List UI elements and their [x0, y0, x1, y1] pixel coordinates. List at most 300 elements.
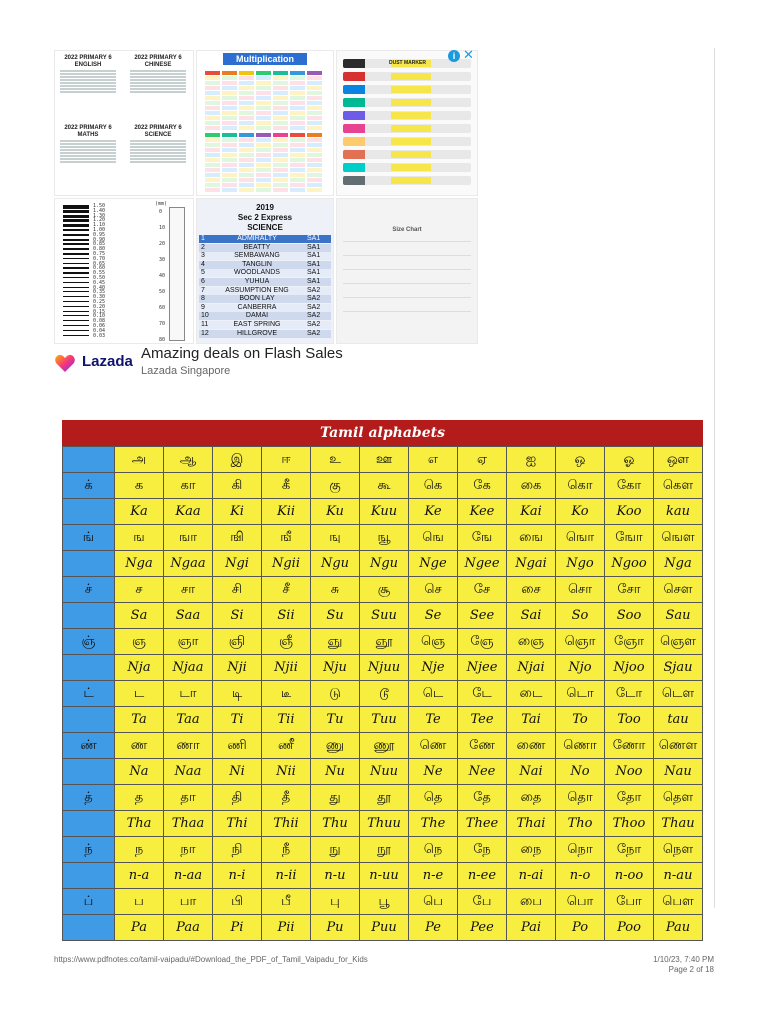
transliteration-cell: Taa — [164, 707, 213, 733]
multiplication-cell — [222, 178, 237, 182]
sec-school: SEMBAWANG — [234, 252, 280, 260]
letter-cell: சூ — [360, 577, 409, 603]
multiplication-cell — [290, 116, 305, 120]
multiplication-cell — [239, 121, 254, 125]
transliteration-cell: Njo — [556, 655, 605, 681]
transliteration-cell: Tu — [311, 707, 360, 733]
gauge-value: 1.50 — [93, 203, 106, 209]
multiplication-header-swatch — [222, 133, 237, 137]
multiplication-cell — [222, 81, 237, 85]
transliteration-cell: Nja — [115, 655, 164, 681]
gauge-scale-label: 70 — [159, 321, 166, 327]
multiplication-cell — [273, 153, 288, 157]
transliteration-cell: Poo — [605, 915, 654, 941]
blank-header-cell — [63, 603, 115, 629]
size-chart-rule — [343, 255, 471, 256]
vowel-cell: அ — [115, 447, 164, 473]
transliteration-cell: Ti — [213, 707, 262, 733]
transliteration-cell: Ta — [115, 707, 164, 733]
multiplication-cell — [256, 76, 271, 80]
sec-school: ADMIRALTY — [237, 235, 277, 242]
sec-band: SA2 — [307, 286, 321, 294]
letter-cell: ஞா — [164, 629, 213, 655]
transliteration-cell: Ni — [213, 759, 262, 785]
multiplication-cell — [307, 121, 322, 125]
sec-rank: 7 — [201, 286, 205, 294]
consonant-cell: ட் — [63, 681, 115, 707]
multiplication-cell — [239, 158, 254, 162]
multiplication-cell — [290, 111, 305, 115]
multiplication-cell — [205, 178, 220, 182]
letter-cell: கொ — [556, 473, 605, 499]
letter-cell: ணி — [213, 733, 262, 759]
tamil-chart-title: Tamil alphabets — [62, 420, 703, 446]
multiplication-cell — [239, 91, 254, 95]
ad-headline-link[interactable]: Amazing deals on Flash Sales — [141, 345, 343, 362]
multiplication-cell — [256, 168, 271, 172]
multiplication-cell — [273, 106, 288, 110]
multiplication-cell — [239, 138, 254, 142]
multiplication-title: Multiplication — [223, 53, 307, 65]
letter-cell: ணொ — [556, 733, 605, 759]
ad-heading-chinese: 2022 PRIMARY 6 CHINESE — [134, 55, 182, 68]
gauge-value: 0.04 — [93, 327, 106, 334]
letter-cell: நீ — [262, 837, 311, 863]
multiplication-cell — [222, 188, 237, 192]
gauge-line — [63, 287, 89, 288]
gauge-value: 0.95 — [93, 231, 106, 238]
size-chart-rule — [343, 297, 471, 298]
multiplication-cell — [290, 86, 305, 90]
multiplication-cell — [222, 163, 237, 167]
marker-label — [391, 151, 431, 158]
blank-header-cell — [63, 499, 115, 525]
letter-cell: தோ — [605, 785, 654, 811]
multiplication-cell — [290, 163, 305, 167]
transliteration-cell: Pii — [262, 915, 311, 941]
multiplication-cell — [290, 96, 305, 100]
multiplication-cell — [273, 168, 288, 172]
multiplication-cell — [222, 126, 237, 130]
page-url: https://www.pdfnotes.co/tamil-vaipadu/#Download_the_PDF_of_Tamil_Vaipadu_for_Kids — [54, 955, 368, 964]
multiplication-cell — [256, 116, 271, 120]
letter-cell: செ — [409, 577, 458, 603]
multiplication-cell — [239, 101, 254, 105]
marker-label — [391, 86, 431, 93]
multiplication-cell — [222, 158, 237, 162]
letter-row — [63, 525, 703, 551]
letter-cell: ஙொ — [556, 525, 605, 551]
letter-cell: ஞை — [507, 629, 556, 655]
letter-cell: டோ — [605, 681, 654, 707]
multiplication-cell — [205, 143, 220, 147]
transliteration-cell: Thoo — [605, 811, 654, 837]
gauge-scale-bar — [169, 207, 185, 341]
letter-cell: பே — [458, 889, 507, 915]
size-chart-rule — [343, 241, 471, 242]
letter-cell: ஞோ — [605, 629, 654, 655]
transliteration-cell: Ngaa — [164, 551, 213, 577]
multiplication-header-swatch — [205, 71, 220, 75]
letter-cell: ஙௌ — [654, 525, 703, 551]
gauge-line — [63, 258, 89, 260]
gauge-scale-label: 40 — [159, 273, 166, 279]
letter-cell: ச — [115, 577, 164, 603]
multiplication-cell — [290, 121, 305, 125]
transliteration-cell: Tuu — [360, 707, 409, 733]
transliteration-cell: Nje — [409, 655, 458, 681]
multiplication-cell — [307, 143, 322, 147]
letter-cell: கூ — [360, 473, 409, 499]
transliteration-cell: Thaa — [164, 811, 213, 837]
letter-cell: நை — [507, 837, 556, 863]
multiplication-cell — [290, 173, 305, 177]
transliteration-cell: Se — [409, 603, 458, 629]
transliteration-cell: Sai — [507, 603, 556, 629]
transliteration-cell: Nii — [262, 759, 311, 785]
letter-cell: ஞ — [115, 629, 164, 655]
multiplication-cell — [290, 126, 305, 130]
transliteration-cell: Paa — [164, 915, 213, 941]
multiplication-cell — [256, 126, 271, 130]
multiplication-header-swatch — [256, 133, 271, 137]
letter-cell: ஞௌ — [654, 629, 703, 655]
multiplication-cell — [205, 96, 220, 100]
blank-header-cell — [63, 551, 115, 577]
transliteration-cell: Saa — [164, 603, 213, 629]
vowel-cell: ஐ — [507, 447, 556, 473]
multiplication-cell — [205, 148, 220, 152]
gauge-scale-label: 30 — [159, 257, 166, 263]
multiplication-cell — [222, 111, 237, 115]
letter-cell: கெ — [409, 473, 458, 499]
letter-cell: தெ — [409, 785, 458, 811]
transliteration-cell: Pa — [115, 915, 164, 941]
gauge-value: 0.65 — [93, 260, 106, 267]
marker-pen — [343, 124, 471, 133]
transliteration-cell: Pu — [311, 915, 360, 941]
sec-school: WOODLANDS — [234, 269, 280, 277]
multiplication-cell — [256, 101, 271, 105]
marker-pen — [343, 176, 471, 185]
page-divider — [714, 48, 715, 908]
letter-cell: டு — [311, 681, 360, 707]
letter-cell: பூ — [360, 889, 409, 915]
letter-cell: த — [115, 785, 164, 811]
multiplication-cell — [205, 168, 220, 172]
ad-image-size-chart[interactable] — [336, 198, 478, 344]
transliteration-cell: Ki — [213, 499, 262, 525]
multiplication-cell — [239, 173, 254, 177]
lazada-brand[interactable]: Lazada — [82, 353, 133, 370]
transliteration-row — [63, 603, 703, 629]
multiplication-cell — [256, 143, 271, 147]
transliteration-cell: n-oo — [605, 863, 654, 889]
transliteration-cell: n-uu — [360, 863, 409, 889]
sec-band: SA1 — [307, 235, 321, 242]
vowel-row — [63, 447, 703, 473]
vowel-cell: எ — [409, 447, 458, 473]
transliteration-cell: Ngoo — [605, 551, 654, 577]
transliteration-cell: Njee — [458, 655, 507, 681]
letter-cell: டீ — [262, 681, 311, 707]
gauge-value: 0.30 — [93, 294, 106, 301]
gauge-line — [63, 239, 89, 241]
multiplication-cell — [256, 106, 271, 110]
letter-cell: ஙா — [164, 525, 213, 551]
ad-image-sec2-science-ranking[interactable] — [196, 198, 334, 344]
transliteration-cell: Njaa — [164, 655, 213, 681]
letter-cell: கை — [507, 473, 556, 499]
letter-cell: ஙூ — [360, 525, 409, 551]
info-icon[interactable]: i — [448, 50, 460, 62]
letter-cell: கு — [311, 473, 360, 499]
letter-row — [63, 733, 703, 759]
multiplication-cell — [256, 188, 271, 192]
multiplication-cell — [222, 168, 237, 172]
ad-image-line-gauge[interactable] — [54, 198, 194, 344]
letter-cell: ஙே — [458, 525, 507, 551]
ad-image-grid[interactable] — [54, 50, 476, 342]
multiplication-cell — [256, 96, 271, 100]
ad-image-dust-markers[interactable] — [336, 50, 478, 196]
gauge-line — [63, 296, 89, 297]
multiplication-cell — [256, 153, 271, 157]
gauge-line — [63, 253, 89, 255]
multiplication-cell — [256, 121, 271, 125]
sec-band: SA2 — [307, 312, 321, 320]
multiplication-cell — [273, 111, 288, 115]
multiplication-cell — [205, 101, 220, 105]
letter-cell: நௌ — [654, 837, 703, 863]
vowel-cell: ஓ — [605, 447, 654, 473]
gauge-value: 0.35 — [93, 289, 106, 296]
transliteration-cell: Po — [556, 915, 605, 941]
multiplication-cell — [290, 178, 305, 182]
multiplication-header-swatch — [290, 133, 305, 137]
transliteration-cell: n-ee — [458, 863, 507, 889]
letter-cell: ஞு — [311, 629, 360, 655]
multiplication-cell — [273, 143, 288, 147]
multiplication-cell — [273, 158, 288, 162]
letter-cell: ப — [115, 889, 164, 915]
letter-cell: சு — [311, 577, 360, 603]
letter-cell: டி — [213, 681, 262, 707]
vowel-cell: ஔ — [654, 447, 703, 473]
consonant-cell: ச் — [63, 577, 115, 603]
gauge-value: 0.45 — [93, 279, 106, 286]
sec-band: SA1 — [307, 252, 321, 260]
transliteration-cell: Suu — [360, 603, 409, 629]
letter-cell: ஙி — [213, 525, 262, 551]
multiplication-cell — [273, 121, 288, 125]
transliteration-cell: Ngai — [507, 551, 556, 577]
multiplication-cell — [273, 148, 288, 152]
letter-cell: கீ — [262, 473, 311, 499]
letter-cell: டே — [458, 681, 507, 707]
gauge-value: 0.08 — [93, 318, 106, 325]
letter-cell: நி — [213, 837, 262, 863]
multiplication-cell — [239, 183, 254, 187]
multiplication-cell — [256, 158, 271, 162]
multiplication-cell — [307, 168, 322, 172]
consonant-cell: க் — [63, 473, 115, 499]
transliteration-cell: Thi — [213, 811, 262, 837]
letter-cell: டை — [507, 681, 556, 707]
close-icon[interactable]: ✕ — [463, 48, 474, 63]
multiplication-cell — [222, 121, 237, 125]
letter-cell: ஞொ — [556, 629, 605, 655]
transliteration-cell: Thau — [654, 811, 703, 837]
multiplication-header-swatch — [290, 71, 305, 75]
transliteration-cell: No — [556, 759, 605, 785]
sec-year: 2019 — [256, 203, 274, 212]
letter-row — [63, 629, 703, 655]
multiplication-cell — [239, 178, 254, 182]
sec-rank: 12 — [201, 329, 209, 337]
letter-cell: பெ — [409, 889, 458, 915]
multiplication-cell — [239, 188, 254, 192]
letter-cell: ஞே — [458, 629, 507, 655]
multiplication-cell — [239, 148, 254, 152]
ad-image-multiplication-chart[interactable] — [196, 50, 334, 196]
transliteration-cell: Sau — [654, 603, 703, 629]
sec-subject: SCIENCE — [247, 223, 283, 232]
multiplication-cell — [205, 86, 220, 90]
blank-header-cell — [63, 707, 115, 733]
lazada-heart-icon[interactable] — [54, 352, 76, 374]
letter-cell: தா — [164, 785, 213, 811]
transliteration-row — [63, 759, 703, 785]
multiplication-cell — [256, 173, 271, 177]
multiplication-cell — [222, 76, 237, 80]
transliteration-cell: n-u — [311, 863, 360, 889]
multiplication-cell — [307, 116, 322, 120]
multiplication-cell — [307, 101, 322, 105]
multiplication-cell — [290, 158, 305, 162]
gauge-line — [63, 282, 89, 283]
multiplication-cell — [256, 91, 271, 95]
letter-cell: நே — [458, 837, 507, 863]
multiplication-cell — [273, 178, 288, 182]
transliteration-cell: Ne — [409, 759, 458, 785]
multiplication-cell — [256, 163, 271, 167]
sec-school: CANBERRA — [237, 303, 277, 311]
transliteration-cell: kau — [654, 499, 703, 525]
multiplication-header-swatch — [239, 71, 254, 75]
transliteration-cell: See — [458, 603, 507, 629]
marker-cap — [343, 176, 365, 185]
gauge-scale-label: 60 — [159, 305, 166, 311]
multiplication-cell — [239, 168, 254, 172]
multiplication-cell — [307, 86, 322, 90]
marker-label — [391, 125, 431, 132]
transliteration-cell: Thii — [262, 811, 311, 837]
marker-cap — [343, 150, 365, 159]
multiplication-cell — [222, 96, 237, 100]
gauge-line — [63, 320, 89, 321]
transliteration-cell: Tii — [262, 707, 311, 733]
letter-cell: ண — [115, 733, 164, 759]
marker-pen — [343, 85, 471, 94]
gauge-value: 0.75 — [93, 251, 106, 257]
multiplication-header-swatch — [205, 133, 220, 137]
gauge-line — [63, 205, 89, 209]
transliteration-cell: Nuu — [360, 759, 409, 785]
multiplication-cell — [222, 101, 237, 105]
blank-header-cell — [63, 863, 115, 889]
transliteration-cell: Tha — [115, 811, 164, 837]
multiplication-cell — [205, 153, 220, 157]
transliteration-cell: Ke — [409, 499, 458, 525]
gauge-value: 0.15 — [93, 308, 106, 315]
sec-school: YUHUA — [244, 278, 270, 285]
transliteration-cell: Ngii — [262, 551, 311, 577]
letter-cell: போ — [605, 889, 654, 915]
ad-image-primary6-rankings[interactable] — [54, 50, 194, 196]
marker-cap — [343, 163, 365, 172]
marker-cap — [343, 59, 365, 68]
multiplication-cell — [273, 91, 288, 95]
transliteration-row — [63, 655, 703, 681]
sec-band: SA1 — [307, 269, 321, 277]
letter-row — [63, 473, 703, 499]
gauge-value: 1.40 — [93, 207, 106, 214]
marker-pen — [343, 111, 471, 120]
multiplication-cell — [205, 111, 220, 115]
ad-choices[interactable] — [448, 50, 478, 64]
transliteration-cell: Sjau — [654, 655, 703, 681]
transliteration-cell: n-aa — [164, 863, 213, 889]
vowel-cell: உ — [311, 447, 360, 473]
letter-cell: நா — [164, 837, 213, 863]
gauge-line — [63, 272, 89, 273]
letter-cell: ணீ — [262, 733, 311, 759]
letter-cell: கோ — [605, 473, 654, 499]
ad-advertiser: Lazada Singapore — [141, 365, 231, 377]
transliteration-cell: Pai — [507, 915, 556, 941]
marker-label — [391, 99, 431, 106]
multiplication-cell — [256, 183, 271, 187]
sec-ranking-row — [199, 235, 331, 243]
gauge-value: 0.03 — [93, 332, 106, 339]
marker-cap — [343, 72, 365, 81]
letter-cell: கி — [213, 473, 262, 499]
transliteration-cell: Nu — [311, 759, 360, 785]
transliteration-cell: Tho — [556, 811, 605, 837]
letter-cell: டொ — [556, 681, 605, 707]
transliteration-cell: Puu — [360, 915, 409, 941]
letter-cell: ஙு — [311, 525, 360, 551]
transliteration-row — [63, 551, 703, 577]
letter-cell: பை — [507, 889, 556, 915]
gauge-line — [63, 219, 89, 222]
blank-header-cell — [63, 655, 115, 681]
multiplication-cell — [307, 173, 322, 177]
gauge-line — [63, 234, 89, 236]
letter-cell: ணு — [311, 733, 360, 759]
multiplication-cell — [290, 183, 305, 187]
consonant-cell: ஞ் — [63, 629, 115, 655]
letter-cell: சை — [507, 577, 556, 603]
letter-cell: நொ — [556, 837, 605, 863]
sec-band: SA2 — [307, 303, 321, 311]
marker-cap — [343, 137, 365, 146]
sec-ranking-row — [199, 269, 331, 277]
gauge-value: 1.00 — [93, 227, 106, 233]
letter-cell: சே — [458, 577, 507, 603]
transliteration-cell: Soo — [605, 603, 654, 629]
